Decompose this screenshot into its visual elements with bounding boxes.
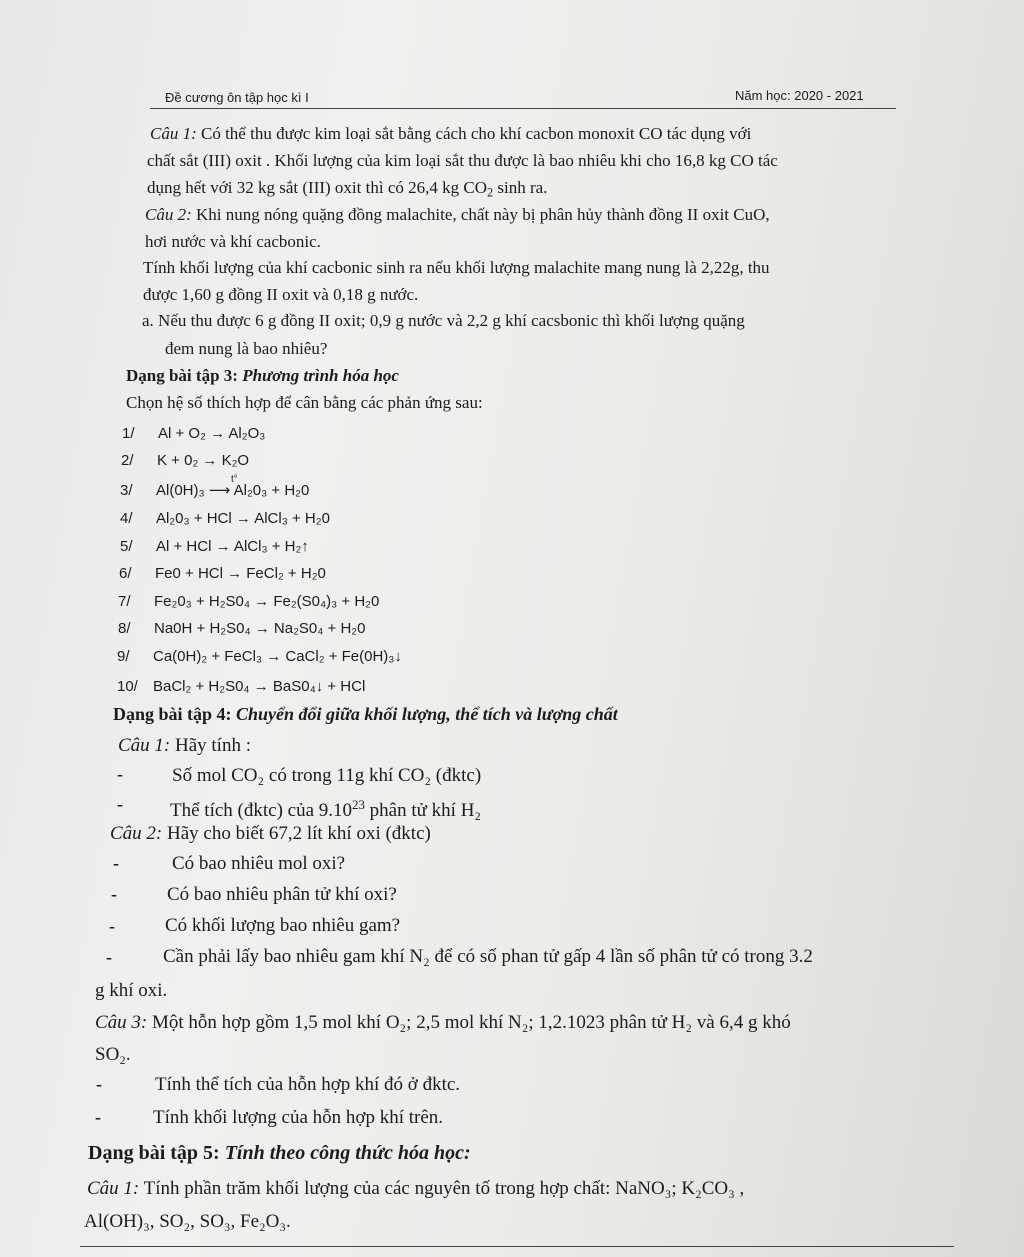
section-3-title: Dạng bài tập 3: Phương trình hóa học [126,366,399,385]
s4-q2-item-4: Cần phải lấy bao nhiêu gam khí N₂ để có số phan tử gấp 4 lần số phân tử có trong 3.2 [163,946,813,967]
q1-line1: Câu 1: Có thể thu được kim loại sắt bằng cách cho khí cacbon monoxit CO tác dụng với [150,124,752,143]
footer-rule [80,1246,954,1247]
q2-line4: được 1,60 g đồng II oxit và 0,18 g nước. [143,285,419,304]
header-year: Năm học: 2020 - 2021 [735,88,864,103]
s4-q1-item-2: Thể tích (đktc) của 9.10$^{23}$ phân tử khí H₂ [170,797,482,822]
bullet: - [109,916,115,936]
q2-line6: đem nung là bao nhiêu? [165,339,328,358]
bullet: - [117,794,123,814]
section-4-title: Dạng bài tập 4: Chuyển đổi giữa khối lượng, thể tích và lượng chất [113,704,618,724]
equation-7: 7/ Fe₂0₃ + H₂S0₄ → Fe₂(S0₄)₃ + H₂0 [118,593,380,610]
bullet: - [111,884,117,904]
s4-q3-cont: SO₂. [95,1044,131,1065]
equation-1: 1/ Al + O₂ → Al₂O₃ [122,425,266,442]
q1-line3: dụng hết với 32 kg sắt (III) oxit thì có 26,4 kg $CO_2$ sinh ra. [147,178,548,200]
q2-label: Câu 2: [145,205,192,224]
s5-q1-cont: Al(OH)₃, SO₂, SO₃, Fe₂O₃. [84,1211,291,1232]
equation-8: 8/ Na0H + H₂S0₄ → Na₂S0₄ + H₂0 [118,620,366,637]
s4-q2-item-4-cont: g khí oxi. [95,980,168,1001]
s4-q2-item-1: Có bao nhiêu mol oxi? [172,853,346,874]
s4-q1-line: Câu 1: Hãy tính : [118,735,251,756]
equation-9: 9/ Ca(0H)₂ + FeCl₃ → CaCl₂ + Fe(0H)₃↓ [117,648,402,665]
s5-q1-line: Câu 1: Tính phần trăm khối lượng của các nguyên tố trong hợp chất: NaNO₃; K₂CO₃ , [87,1178,745,1199]
s4-q3-item-2: Tính khối lượng của hỗn hợp khí trên. [153,1107,444,1128]
bullet: - [113,853,119,873]
equation-3-condition: t° [231,474,238,485]
section-5-title: Dạng bài tập 5: Tính theo công thức hóa học: [88,1142,471,1164]
header-title: Đề cương ôn tập học kì I [165,90,309,105]
equation-2: 2/ K + 0₂ → K₂O [121,452,250,469]
bullet: - [95,1107,101,1127]
s4-q3-item-1: Tính thể tích của hỗn hợp khí đó ở đktc. [155,1074,461,1095]
q2-line2: hơi nước và khí cacbonic. [145,232,321,251]
equation-6: 6/ Fe0 + HCl → FeCl₂ + H₂0 [119,565,326,582]
equation-3: 3/ Al(0H)₃ ⟶ Al₂0₃ + H₂0 [120,482,310,499]
bullet: - [117,764,123,784]
s4-q3-line: Câu 3: Một hỗn hợp gồm 1,5 mol khí O₂; 2,5 mol khí N₂; 1,2.1023 phân tử H₂ và 6,4 g khó [95,1012,791,1033]
equation-10: 10/ BaCl₂ + H₂S0₄ → BaS0₄↓ + HCl [117,678,366,695]
s4-q2-line: Câu 2: Hãy cho biết 67,2 lít khí oxi (đktc) [110,823,431,844]
q1-line2: chất sắt (III) oxit . Khối lượng của kim loại sắt thu được là bao nhiêu khi cho 16,8 kg CO tác [147,151,778,170]
q1-label: Câu 1: [150,124,197,143]
s4-q2-item-3: Có khối lượng bao nhiêu gam? [165,915,401,936]
q2-line5: a. Nếu thu được 6 g đồng II oxit; 0,9 g nước và 2,2 g khí cacsbonic thì khối lượng quặng [142,311,745,330]
bullet: - [106,947,112,967]
s4-q1-item-1: Số mol CO₂ có trong 11g khí CO₂ (đktc) [172,765,482,786]
section-3-intro: Chọn hệ số thích hợp để cân bằng các phản ứng sau: [126,393,483,412]
q2-line1: Câu 2: Khi nung nóng quặng đồng malachite, chất này bị phân hủy thành đồng II oxit CuO, [145,205,770,224]
bullet: - [96,1074,102,1094]
q2-line3: Tính khối lượng của khí cacbonic sinh ra nếu khối lượng malachite mang nung là 2,22g, thu [143,258,770,277]
equation-5: 5/ Al + HCl → AlCl₃ + H₂↑ [120,538,309,555]
header-rule [150,108,896,109]
s4-q2-item-2: Có bao nhiêu phân tử khí oxi? [167,884,397,905]
equation-4: 4/ Al₂0₃ + HCl → AlCl₃ + H₂0 [120,510,330,527]
